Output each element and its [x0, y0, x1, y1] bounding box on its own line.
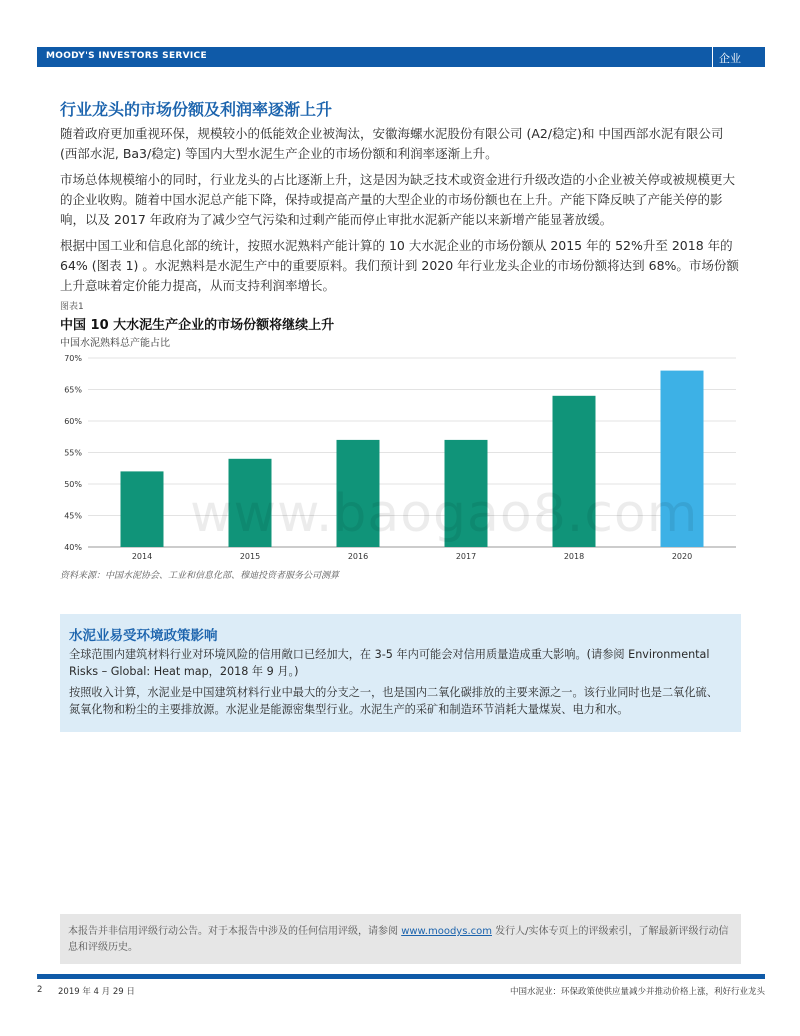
moodys-link[interactable]: www.moodys.com [401, 926, 492, 937]
report-date: 2019 年 4 月 29 日 [58, 987, 135, 997]
y-tick-label: 55% [64, 448, 82, 458]
figure-title: 中国 10 大水泥生产企业的市场份额将继续上升 [60, 318, 335, 333]
brand-name: MOODY'S INVESTORS SERVICE [46, 51, 207, 61]
y-tick-label: 70% [64, 354, 82, 363]
box-paragraph-1: 全球范围内建筑材料行业对环境风险的信用敞口已经加大，在 3-5 年内可能会对信用质量造成重大影响。(请参阅 Environmental Risks – Global: Heat map，2018 年 9 月。) [69, 648, 710, 678]
x-tick-label: 2018 [563, 552, 585, 561]
bar-2014 [121, 471, 164, 547]
x-tick-label: 2015 [239, 552, 261, 561]
disclaimer-after-link: 发行人/实体专页上的评级索引，了解最新评级行动信息和评级历史。 [68, 926, 729, 953]
header-divider [712, 47, 713, 67]
y-tick-label: 40% [64, 543, 82, 552]
x-tick-label: 2016 [347, 552, 369, 561]
disclaimer-box [60, 914, 741, 964]
x-tick-label: 2014 [131, 552, 153, 561]
disclaimer-before-link: 本报告并非信用评级行动公告。对于本报告中涉及的任何信用评级，请参阅 [68, 926, 402, 937]
box-title: 水泥业易受环境政策影响 [69, 628, 218, 644]
paragraph-1: 随着政府更加重视环保，规模较小的低能效企业被淘汰，安徽海螺水泥股份有限公司 (A2/稳定)和 中国西部水泥有限公司 (西部水泥, Ba3/稳定) 等国内大型水泥生产企业的市场份额和利润率逐渐上升。 [60, 126, 724, 161]
y-tick-label: 50% [64, 480, 82, 489]
figure-subtitle: 中国水泥熟料总产能占比 [60, 338, 170, 349]
paragraph-2: 市场总体规模缩小的同时，行业龙头的占比逐渐上升，这是因为缺乏技术或资金进行升级改造的小企业被关停或被规模更大的企业收购。随着中国水泥总产能下降，保持或提高产量的大型企业的市场份额也在上升。产能下降反映了产能关停的影响，以及 2017 年政府为了减少空气污染和过剩产能而停止审批水泥新产能以来新增产能显著放缓。 [60, 172, 736, 227]
section-label: 企业 [719, 52, 741, 65]
y-tick-label: 65% [64, 385, 82, 395]
disclaimer-text [68, 924, 733, 956]
x-tick-label: 2020 [671, 552, 693, 561]
report-title-footer: 中国水泥业：环保政策使供应量减少并推动价格上涨，利好行业龙头 [509, 987, 765, 997]
figure-source: 资料来源：中国水泥协会、工业和信息化部、穆迪投资者服务公司测算 [60, 571, 340, 581]
figure-label: 图表1 [60, 302, 84, 312]
watermark: www.baogao8.com [190, 484, 699, 544]
page-number: 2 [37, 985, 43, 995]
environment-policy-box [60, 614, 741, 732]
y-tick-label: 45% [64, 511, 82, 521]
section-title: 行业龙头的市场份额及利润率逐渐上升 [60, 100, 333, 119]
y-tick-label: 60% [64, 417, 82, 426]
box-paragraph-2: 按照收入计算，水泥业是中国建筑材料行业中最大的分支之一，也是国内二氧化碳排放的主要来源之一。该行业同时也是二氧化硫、氮氧化物和粉尘的主要排放源。水泥业是能源密集型行业。水泥生产的采矿和制造环节消耗大量煤炭、电力和水。 [69, 686, 718, 716]
report-header-bar [37, 47, 765, 67]
paragraph-3: 根据中国工业和信息化部的统计，按照水泥熟料产能计算的 10 大水泥企业的市场份额从 2015 年的 52%升至 2018 年的64% (图表 1) 。水泥熟料是水泥生产中的重要原料。我们预计到 2020 年行业龙头企业的市场份额将达到 68%。市场份额上升意味着定价能力提高，从而支持利润率增长。 [60, 238, 739, 293]
footer-bar [37, 974, 765, 979]
x-tick-label: 2017 [455, 552, 477, 561]
